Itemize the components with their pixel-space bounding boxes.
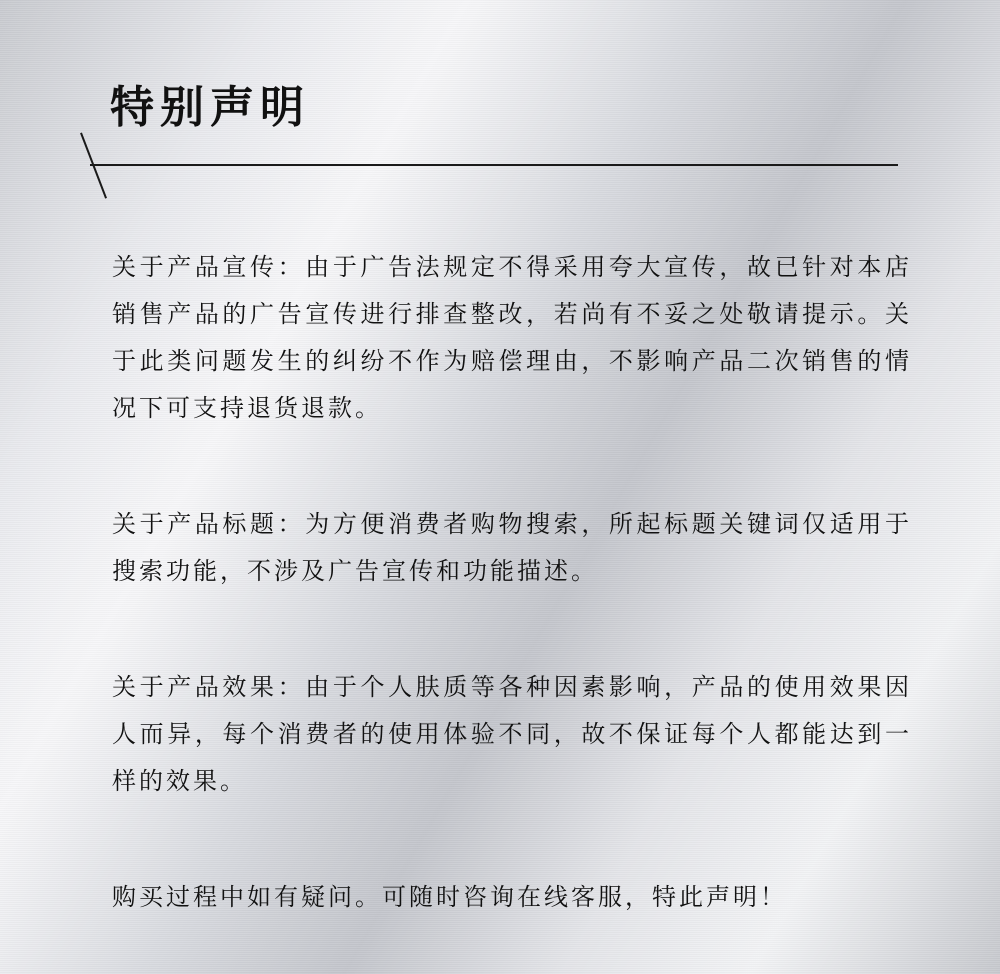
paragraph-product-promotion: 关于产品宣传：由于广告法规定不得采用夸大宣传，故已针对本店销售产品的广告宣传进行排查整改，若尚有不妥之处敬请提示。关于此类问题发生的纠纷不作为赔偿理由，不影响产品二次销售的情况下可支持退货退款。 xyxy=(112,253,912,422)
page-title: 特别声明 xyxy=(110,82,310,133)
paragraph-contact-service: 购买过程中如有疑问。可随时咨询在线客服，特此声明！ xyxy=(112,883,787,911)
statement-body xyxy=(112,244,912,921)
paragraph-product-effect: 关于产品效果：由于个人肤质等各种因素影响，产品的使用效果因人而异，每个消费者的使用体验不同，故不保证每个人都能达到一样的效果。 xyxy=(112,673,912,795)
paragraph-product-title: 关于产品标题：为方便消费者购物搜索，所起标题关键词仅适用于搜索功能，不涉及广告宣传和功能描述。 xyxy=(112,510,912,585)
title-divider xyxy=(90,164,898,166)
